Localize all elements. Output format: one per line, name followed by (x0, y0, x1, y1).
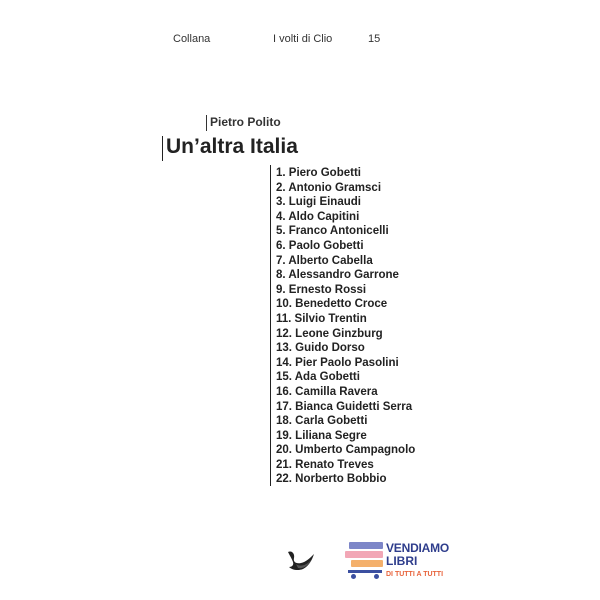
toc-item: 17. Bianca Guidetti Serra (276, 400, 413, 413)
toc-item: 20. Umberto Campagnolo (276, 444, 416, 457)
toc-item: 21. Renato Treves (276, 458, 374, 471)
badge-tagline: DI TUTTI A TUTTI (386, 571, 444, 578)
toc-item: 19. Liliana Segre (276, 429, 367, 442)
toc-item: 7. Alberto Cabella (276, 254, 373, 267)
toc-item: 5. Franco Antonicelli (276, 225, 389, 238)
toc-item: 8. Alessandro Garrone (276, 269, 399, 282)
header-volume-number: 15 (368, 33, 381, 45)
badge-line-1: VENDIAMO (386, 541, 450, 555)
toc-item: 18. Carla Gobetti (276, 415, 368, 428)
toc-item: 12. Leone Ginzburg (276, 327, 383, 340)
toc-item: 1. Piero Gobetti (276, 167, 361, 179)
header-series-name: I volti di Clio (273, 33, 333, 45)
badge-cart-base (348, 570, 382, 573)
badge-stripe-blue (349, 542, 383, 549)
author-divider (206, 115, 207, 131)
title-divider (162, 136, 163, 161)
toc-item: 11. Silvio Trentin (276, 312, 367, 325)
toc-item: 9. Ernesto Rossi (276, 283, 367, 296)
toc-item: 15. Ada Gobetti (276, 371, 360, 384)
toc-item: 16. Camilla Ravera (276, 385, 378, 398)
toc-item: 10. Benedetto Croce (276, 298, 388, 311)
header-collana-label: Collana (173, 33, 211, 45)
toc-item: 2. Antonio Gramsci (276, 181, 382, 194)
badge-stripe-pink (345, 551, 383, 558)
table-of-contents (276, 166, 415, 487)
badge-stripe-orange (351, 560, 383, 567)
badge-cart-wheel (374, 574, 379, 579)
vendiamo-libri-badge (345, 541, 450, 588)
badge-cart-wheel (351, 574, 356, 579)
swan-logo-icon (286, 548, 316, 574)
toc-item: 3. Luigi Einaudi (276, 196, 361, 209)
author-name: Pietro Polito (210, 115, 281, 129)
toc-item: 14. Pier Paolo Pasolini (276, 356, 399, 369)
toc-item: 13. Guido Dorso (276, 342, 365, 355)
book-title: Un’altra Italia (166, 135, 298, 158)
badge-line-2: LIBRI (386, 554, 418, 568)
toc-item: 22. Norberto Bobbio (276, 473, 387, 486)
toc-item: 6. Paolo Gobetti (276, 239, 364, 252)
toc-item: 4. Aldo Capitini (276, 210, 360, 223)
toc-divider (270, 165, 271, 486)
